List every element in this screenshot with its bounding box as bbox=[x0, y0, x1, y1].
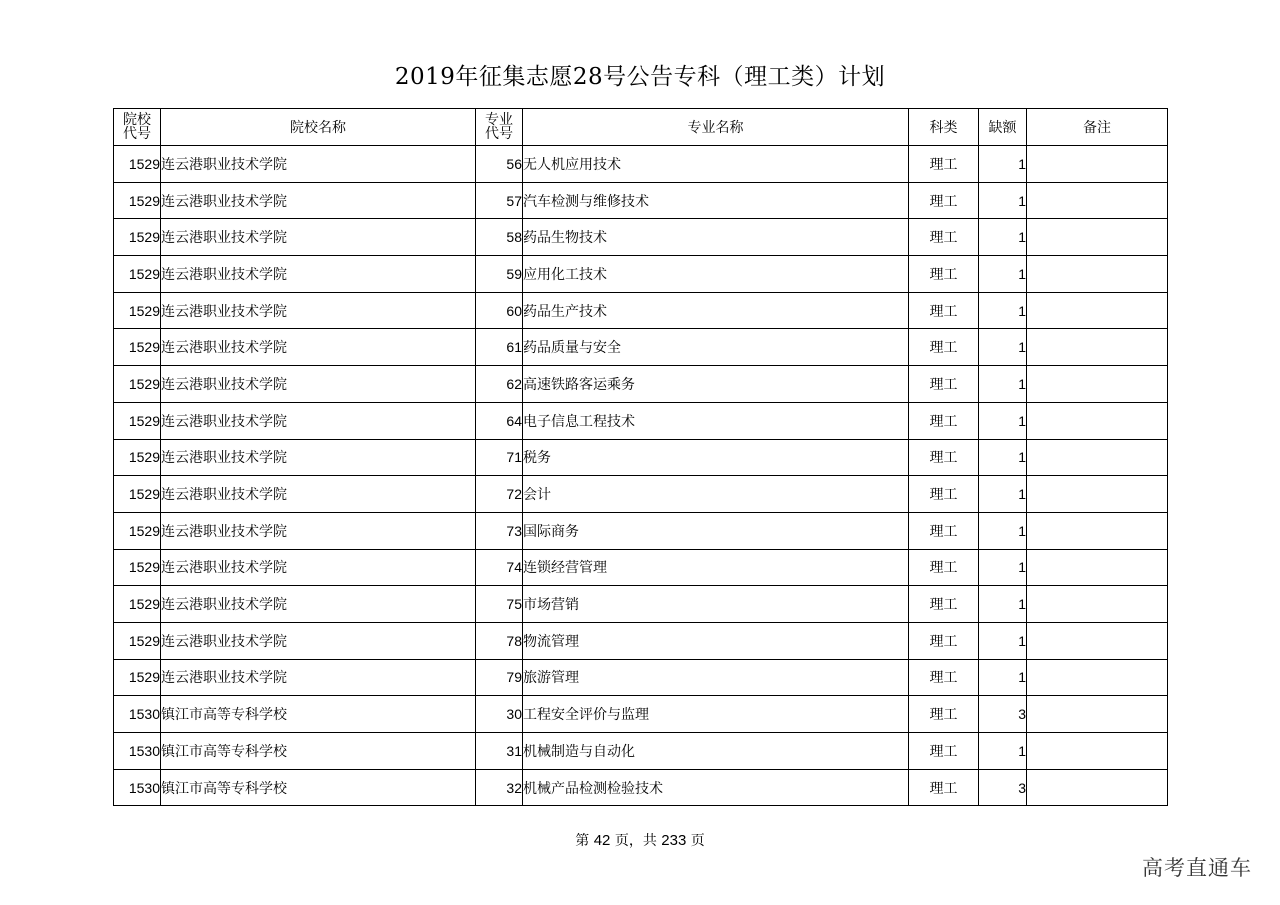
cell-major-name: 药品生产技术 bbox=[523, 292, 909, 329]
cell-note bbox=[1027, 439, 1168, 476]
cell-major-code: 64 bbox=[476, 402, 523, 439]
cell-category: 理工 bbox=[909, 659, 979, 696]
cell-major-code: 61 bbox=[476, 329, 523, 366]
cell-major-code: 75 bbox=[476, 586, 523, 623]
page-footer: 第 42 页，共 233 页 bbox=[575, 832, 705, 849]
cell-major-name: 药品生物技术 bbox=[523, 219, 909, 256]
table-row bbox=[114, 549, 1168, 586]
cell-major-code: 32 bbox=[476, 769, 523, 806]
page-title: 2019年征集志愿28号公告专科（理工类）计划 bbox=[394, 64, 886, 90]
cell-major-name: 高速铁路客运乘务 bbox=[523, 366, 909, 403]
header-category: 科类 bbox=[909, 109, 979, 146]
cell-major-code: 73 bbox=[476, 512, 523, 549]
cell-category: 理工 bbox=[909, 292, 979, 329]
cell-major-name: 机械制造与自动化 bbox=[523, 733, 909, 770]
cell-vacancy: 1 bbox=[979, 402, 1027, 439]
cell-category: 理工 bbox=[909, 512, 979, 549]
cell-note bbox=[1027, 769, 1168, 806]
table-row bbox=[114, 439, 1168, 476]
cell-school-name: 连云港职业技术学院 bbox=[161, 182, 476, 219]
cell-school-code: 1529 bbox=[114, 366, 161, 403]
cell-school-code: 1530 bbox=[114, 769, 161, 806]
cell-major-name: 药品质量与安全 bbox=[523, 329, 909, 366]
cell-note bbox=[1027, 696, 1168, 733]
cell-school-code: 1529 bbox=[114, 256, 161, 293]
cell-school-code: 1529 bbox=[114, 476, 161, 513]
cell-vacancy: 1 bbox=[979, 659, 1027, 696]
total-pages: 233 bbox=[661, 832, 687, 849]
table-row bbox=[114, 146, 1168, 183]
cell-major-name: 国际商务 bbox=[523, 512, 909, 549]
cell-vacancy: 1 bbox=[979, 219, 1027, 256]
cell-major-name: 工程安全评价与监理 bbox=[523, 696, 909, 733]
cell-category: 理工 bbox=[909, 256, 979, 293]
cell-category: 理工 bbox=[909, 182, 979, 219]
cell-major-code: 58 bbox=[476, 219, 523, 256]
cell-vacancy: 1 bbox=[979, 733, 1027, 770]
plan-table bbox=[113, 108, 1168, 806]
cell-major-code: 62 bbox=[476, 366, 523, 403]
cell-vacancy: 1 bbox=[979, 512, 1027, 549]
cell-note bbox=[1027, 733, 1168, 770]
cell-major-name: 税务 bbox=[523, 439, 909, 476]
cell-major-name: 连锁经营管理 bbox=[523, 549, 909, 586]
cell-school-code: 1530 bbox=[114, 733, 161, 770]
cell-note bbox=[1027, 292, 1168, 329]
cell-school-code: 1529 bbox=[114, 512, 161, 549]
cell-category: 理工 bbox=[909, 769, 979, 806]
cell-note bbox=[1027, 219, 1168, 256]
cell-school-name: 镇江市高等专科学校 bbox=[161, 696, 476, 733]
cell-school-name: 连云港职业技术学院 bbox=[161, 476, 476, 513]
header-major-name: 专业名称 bbox=[523, 109, 909, 146]
cell-note bbox=[1027, 549, 1168, 586]
table-row bbox=[114, 366, 1168, 403]
cell-school-name: 镇江市高等专科学校 bbox=[161, 769, 476, 806]
cell-school-name: 连云港职业技术学院 bbox=[161, 256, 476, 293]
table-row bbox=[114, 182, 1168, 219]
cell-major-code: 30 bbox=[476, 696, 523, 733]
cell-school-name: 连云港职业技术学院 bbox=[161, 622, 476, 659]
table-row bbox=[114, 696, 1168, 733]
cell-major-name: 会计 bbox=[523, 476, 909, 513]
cell-school-name: 连云港职业技术学院 bbox=[161, 219, 476, 256]
cell-school-name: 连云港职业技术学院 bbox=[161, 329, 476, 366]
cell-major-name: 汽车检测与维修技术 bbox=[523, 182, 909, 219]
cell-school-code: 1529 bbox=[114, 146, 161, 183]
cell-category: 理工 bbox=[909, 696, 979, 733]
cell-major-name: 旅游管理 bbox=[523, 659, 909, 696]
cell-note bbox=[1027, 366, 1168, 403]
table-row bbox=[114, 476, 1168, 513]
cell-school-code: 1529 bbox=[114, 329, 161, 366]
cell-school-code: 1529 bbox=[114, 402, 161, 439]
cell-major-code: 74 bbox=[476, 549, 523, 586]
table-header-row bbox=[114, 109, 1168, 146]
cell-category: 理工 bbox=[909, 146, 979, 183]
header-school-code: 院校 代号 bbox=[114, 109, 161, 146]
table-body bbox=[114, 146, 1168, 806]
cell-vacancy: 1 bbox=[979, 292, 1027, 329]
table-row bbox=[114, 769, 1168, 806]
cell-vacancy: 1 bbox=[979, 329, 1027, 366]
cell-school-code: 1529 bbox=[114, 219, 161, 256]
table-row bbox=[114, 256, 1168, 293]
cell-note bbox=[1027, 586, 1168, 623]
header-school-name: 院校名称 bbox=[161, 109, 476, 146]
cell-major-name: 物流管理 bbox=[523, 622, 909, 659]
cell-vacancy: 3 bbox=[979, 696, 1027, 733]
cell-vacancy: 1 bbox=[979, 439, 1027, 476]
cell-major-code: 60 bbox=[476, 292, 523, 329]
cell-category: 理工 bbox=[909, 366, 979, 403]
cell-vacancy: 1 bbox=[979, 622, 1027, 659]
cell-major-name: 无人机应用技术 bbox=[523, 146, 909, 183]
cell-category: 理工 bbox=[909, 439, 979, 476]
cell-school-code: 1529 bbox=[114, 549, 161, 586]
cell-category: 理工 bbox=[909, 219, 979, 256]
cell-school-name: 连云港职业技术学院 bbox=[161, 146, 476, 183]
cell-vacancy: 1 bbox=[979, 476, 1027, 513]
header-vacancy: 缺额 bbox=[979, 109, 1027, 146]
cell-vacancy: 1 bbox=[979, 146, 1027, 183]
header-major-code: 专业 代号 bbox=[476, 109, 523, 146]
cell-vacancy: 3 bbox=[979, 769, 1027, 806]
cell-category: 理工 bbox=[909, 329, 979, 366]
cell-vacancy: 1 bbox=[979, 256, 1027, 293]
cell-school-code: 1529 bbox=[114, 659, 161, 696]
cell-note bbox=[1027, 659, 1168, 696]
cell-vacancy: 1 bbox=[979, 586, 1027, 623]
table-row bbox=[114, 402, 1168, 439]
cell-vacancy: 1 bbox=[979, 366, 1027, 403]
cell-school-name: 连云港职业技术学院 bbox=[161, 512, 476, 549]
cell-note bbox=[1027, 146, 1168, 183]
cell-school-code: 1530 bbox=[114, 696, 161, 733]
cell-school-code: 1529 bbox=[114, 439, 161, 476]
cell-school-name: 连云港职业技术学院 bbox=[161, 659, 476, 696]
table-row bbox=[114, 219, 1168, 256]
table-row bbox=[114, 659, 1168, 696]
watermark-text: 高考直通车 bbox=[1142, 856, 1252, 880]
cell-major-code: 78 bbox=[476, 622, 523, 659]
cell-school-name: 连云港职业技术学院 bbox=[161, 292, 476, 329]
header-note: 备注 bbox=[1027, 109, 1168, 146]
cell-note bbox=[1027, 402, 1168, 439]
cell-note bbox=[1027, 256, 1168, 293]
cell-school-code: 1529 bbox=[114, 182, 161, 219]
cell-school-name: 连云港职业技术学院 bbox=[161, 439, 476, 476]
cell-vacancy: 1 bbox=[979, 549, 1027, 586]
table-row bbox=[114, 329, 1168, 366]
table-row bbox=[114, 733, 1168, 770]
cell-school-name: 镇江市高等专科学校 bbox=[161, 733, 476, 770]
table-row bbox=[114, 292, 1168, 329]
cell-school-code: 1529 bbox=[114, 292, 161, 329]
cell-major-code: 31 bbox=[476, 733, 523, 770]
cell-major-code: 71 bbox=[476, 439, 523, 476]
cell-school-code: 1529 bbox=[114, 622, 161, 659]
cell-school-name: 连云港职业技术学院 bbox=[161, 586, 476, 623]
table-row bbox=[114, 512, 1168, 549]
cell-school-name: 连云港职业技术学院 bbox=[161, 402, 476, 439]
cell-note bbox=[1027, 622, 1168, 659]
table-row bbox=[114, 622, 1168, 659]
cell-school-name: 连云港职业技术学院 bbox=[161, 366, 476, 403]
table-row bbox=[114, 586, 1168, 623]
cell-major-code: 57 bbox=[476, 182, 523, 219]
cell-category: 理工 bbox=[909, 586, 979, 623]
cell-major-name: 市场营销 bbox=[523, 586, 909, 623]
cell-vacancy: 1 bbox=[979, 182, 1027, 219]
cell-note bbox=[1027, 182, 1168, 219]
page-number: 42 bbox=[593, 832, 611, 849]
cell-major-code: 72 bbox=[476, 476, 523, 513]
cell-major-code: 56 bbox=[476, 146, 523, 183]
cell-major-name: 应用化工技术 bbox=[523, 256, 909, 293]
cell-major-code: 79 bbox=[476, 659, 523, 696]
cell-category: 理工 bbox=[909, 476, 979, 513]
cell-school-name: 连云港职业技术学院 bbox=[161, 549, 476, 586]
cell-category: 理工 bbox=[909, 622, 979, 659]
cell-major-code: 59 bbox=[476, 256, 523, 293]
cell-note bbox=[1027, 512, 1168, 549]
cell-note bbox=[1027, 329, 1168, 366]
cell-category: 理工 bbox=[909, 402, 979, 439]
cell-note bbox=[1027, 476, 1168, 513]
cell-category: 理工 bbox=[909, 733, 979, 770]
cell-category: 理工 bbox=[909, 549, 979, 586]
cell-major-name: 电子信息工程技术 bbox=[523, 402, 909, 439]
cell-school-code: 1529 bbox=[114, 586, 161, 623]
cell-major-name: 机械产品检测检验技术 bbox=[523, 769, 909, 806]
